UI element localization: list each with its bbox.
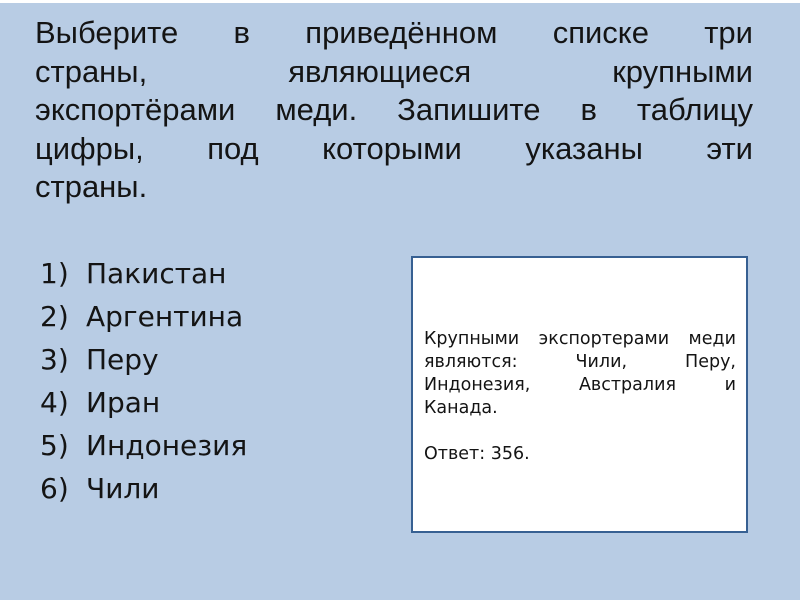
answer-box [411,256,748,533]
title-line: страны. [35,169,148,204]
title-line: страны, являющиеся крупными [35,53,753,89]
item-label: Перу [86,343,159,376]
item-number: 4) [40,386,69,419]
item-number: 3) [40,343,69,376]
item-number: 5) [40,429,69,462]
list-item [40,252,247,295]
answer-text-line: Канада. [424,398,498,418]
item-label: Пакистан [86,257,227,290]
list-item [40,424,247,467]
title-line: Выберите в приведённом списке три [35,15,753,50]
list-item [40,338,247,381]
list-item [40,381,247,424]
options-list [40,252,247,510]
answer-text-line: Индонезия, Австралия и [424,375,736,395]
item-number: 1) [40,257,69,290]
top-edge-strip [0,0,800,3]
item-number: 2) [40,300,69,333]
title-line: цифры, под которыми указаны эти [35,130,753,166]
title-line: экспортёрами меди. Запишите в таблицу [35,92,753,127]
answer-text-line: являются: Чили, Перу, [424,352,736,372]
item-number: 6) [40,472,69,505]
question-title [35,14,753,207]
item-label: Индонезия [86,429,248,462]
list-item [40,295,247,338]
item-label: Иран [86,386,161,419]
list-item [40,467,247,510]
answer-value: Ответ: 356. [424,444,530,464]
item-label: Чили [86,472,160,505]
item-label: Аргентина [86,300,244,333]
answer-text-line: Крупными экспортерами меди [424,329,736,349]
